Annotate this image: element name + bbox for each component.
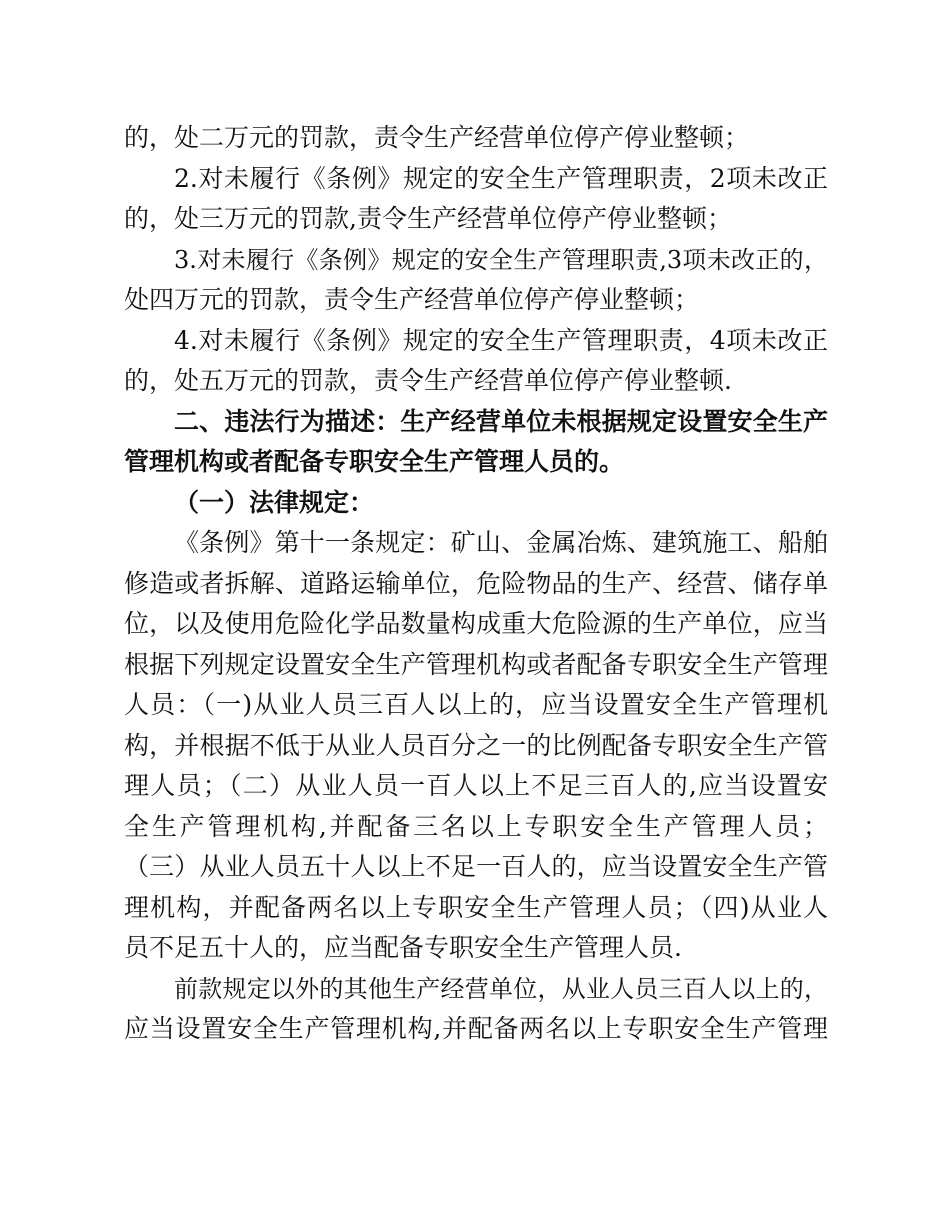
text-line: 人员：（一)从业人员三百人以上的，应当设置安全生产管理机	[124, 690, 828, 719]
section-heading: 二、违法行为描述：生产经营单位未根据规定设置安全生产	[174, 406, 828, 436]
text-line: 的，处三万元的罚款,责令生产经营单位停产停业整顿；	[124, 204, 732, 233]
text-line: 构，并根据不低于从业人员百分之一的比例配备专职安全生产管	[124, 730, 828, 760]
text-line: 全生产管理机构,并配备三名以上专职安全生产管理人员；	[124, 811, 828, 841]
text-line: 理人员；（二）从业人员一百人以上不足三百人的,应当设置安	[124, 771, 828, 800]
section-heading: 管理机构或者配备专职安全生产管理人员的。	[124, 447, 625, 476]
text-line: 前款规定以外的其他生产经营单位，从业人员三百人以上的，	[174, 974, 828, 1003]
text-line: 《条例》第十一条规定：矿山、金属冶炼、建筑施工、船舶	[174, 528, 828, 557]
text-line: 4.对未履行《条例》规定的安全生产管理职责，4项未改正	[174, 325, 828, 355]
text-line: 的，处五万元的罚款，责令生产经营单位停产停业整顿.	[124, 366, 732, 395]
text-line: 2.对未履行《条例》规定的安全生产管理职责，2项未改正	[174, 163, 828, 193]
subsection-heading: （一）法律规定：	[174, 487, 375, 517]
text-line: 3.对未履行《条例》规定的安全生产管理职责,3项未改正的，	[174, 245, 828, 274]
text-line: 根据下列规定设置安全生产管理机构或者配备专职安全生产管理	[124, 649, 828, 679]
text-line: （三）从业人员五十人以上不足一百人的，应当设置安全生产管	[124, 852, 828, 881]
text-line: 理机构，并配备两名以上专职安全生产管理人员；（四)从业人	[124, 892, 828, 922]
text-line: 处四万元的罚款，责令生产经营单位停产停业整顿；	[124, 285, 700, 314]
text-line: 的，处二万元的罚款，责令生产经营单位停产停业整顿；	[124, 123, 750, 152]
text-line: 位，以及使用危险化学品数量构成重大危险源的生产单位，应当	[124, 609, 828, 638]
text-line: 应当设置安全生产管理机构,并配备两名以上专职安全生产管理	[124, 1014, 828, 1043]
document-body	[124, 118, 828, 1050]
text-line: 员不足五十人的，应当配备专职安全生产管理人员.	[124, 933, 682, 962]
text-line: 修造或者拆解、道路运输单位，危险物品的生产、经营、储存单	[124, 568, 828, 598]
